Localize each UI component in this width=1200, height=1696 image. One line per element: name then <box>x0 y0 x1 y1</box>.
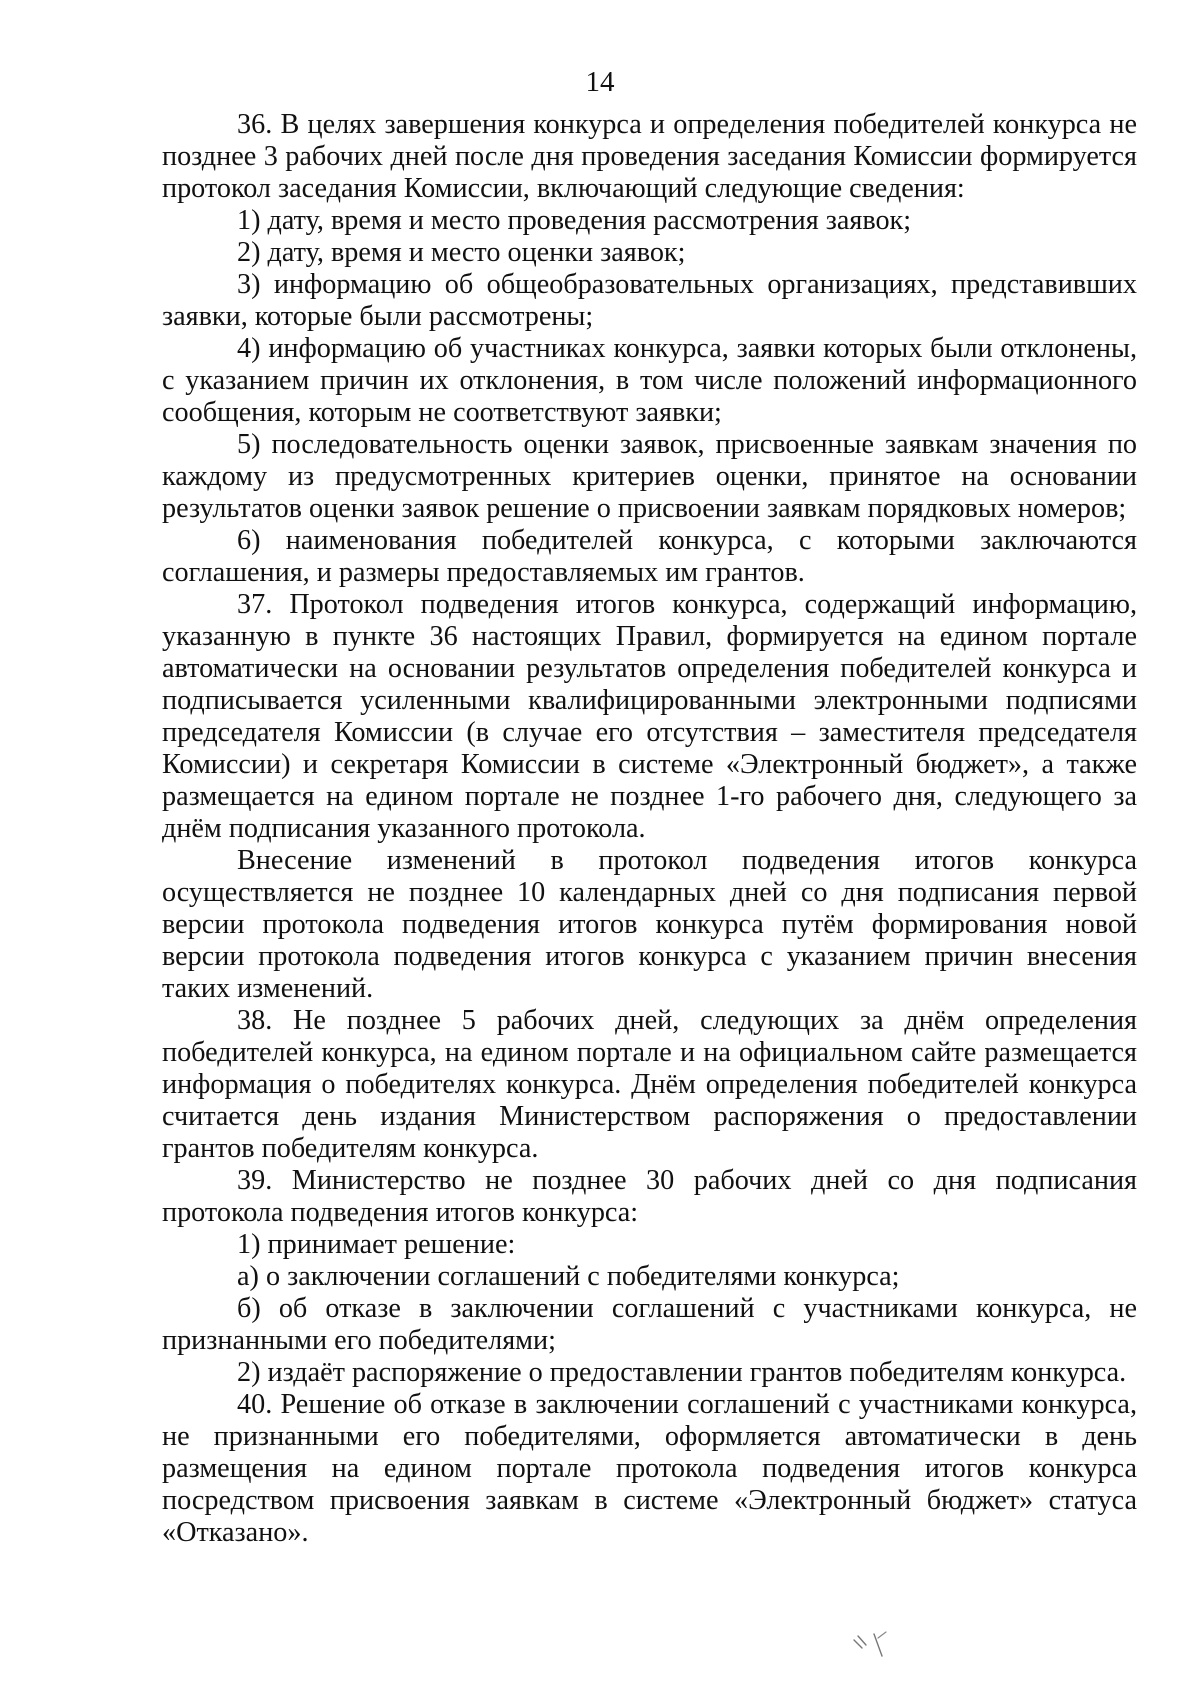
paragraph-36-item-2: 2) дату, время и место оценки заявок; <box>237 237 686 268</box>
paragraph-38: 38. Не позднее 5 рабочих дней, следующих за днём определения победителей конкурса, на едином портале и на официальном сайте размещается информация о победителях конкурса. Днём определения победителей конкурса считается день издания Министерством распоряжения о предоставлении грантов победителям конкурса. <box>162 1005 1137 1164</box>
document-body <box>162 109 1137 1549</box>
paragraph-39-item-1b: б) об отказе в заключении соглашений с участниками конкурса, не признанными его победителями; <box>162 1293 1137 1356</box>
paragraph-39-item-1a: а) о заключении соглашений с победителями конкурса; <box>237 1261 900 1292</box>
paragraph-36-item-1: 1) дату, время и место проведения рассмотрения заявок; <box>237 205 912 236</box>
handwritten-mark <box>848 1626 908 1666</box>
paragraph-36-item-4: 4) информацию об участниках конкурса, заявки которых были отклонены, с указанием причин их отклонения, в том числе положений информационного сообщения, которым не соответствуют заявки; <box>162 333 1137 428</box>
paragraph-40: 40. Решение об отказе в заключении соглашений с участниками конкурса, не признанными его победителями, оформляется автоматически в день размещения на едином портале протокола подведения итогов конкурса посредством присвоения заявкам в системе «Электронный бюджет» статуса «Отказано». <box>162 1389 1137 1548</box>
paragraph-36-item-6: 6) наименования победителей конкурса, с которыми заключаются соглашения, и размеры предоставляемых им грантов. <box>162 525 1137 588</box>
paragraph-37-amendments: Внесение изменений в протокол подведения итогов конкурса осуществляется не позднее 10 календарных дней со дня подписания первой версии протокола подведения итогов конкурса путём формирования новой версии протокола подведения итогов конкурса с указанием причин внесения таких изменений. <box>162 845 1137 1004</box>
paragraph-39-item-1: 1) принимает решение: <box>237 1229 516 1260</box>
paragraph-39: 39. Министерство не позднее 30 рабочих дней со дня подписания протокола подведения итогов конкурса: <box>162 1165 1137 1228</box>
paragraph-36-item-3: 3) информацию об общеобразовательных организациях, представивших заявки, которые были рассмотрены; <box>162 269 1137 332</box>
paragraph-36-item-5: 5) последовательность оценки заявок, присвоенные заявкам значения по каждому из предусмотренных критериев оценки, принятое на основании результатов оценки заявок решение о присвоении заявкам порядковых номеров; <box>162 429 1137 524</box>
paragraph-37: 37. Протокол подведения итогов конкурса, содержащий информацию, указанную в пункте 36 настоящих Правил, формируется на едином портале автоматически на основании результатов определения победителей конкурса и подписывается усиленными квалифицированными электронными подписями председателя Комиссии (в случае его отсутствия – заместителя председателя Комиссии) и секретаря Комиссии в системе «Электронный бюджет», а также размещается на едином портале не позднее 1-го рабочего дня, следующего за днём подписания указанного протокола. <box>162 589 1137 844</box>
paragraph-39-item-2: 2) издаёт распоряжение о предоставлении грантов победителям конкурса. <box>237 1357 1127 1388</box>
paragraph-36: 36. В целях завершения конкурса и определения победителей конкурса не позднее 3 рабочих дней после дня проведения заседания Комиссии формируется протокол заседания Комиссии, включающий следующие сведения: <box>162 109 1137 204</box>
page-number: 14 <box>585 66 615 98</box>
